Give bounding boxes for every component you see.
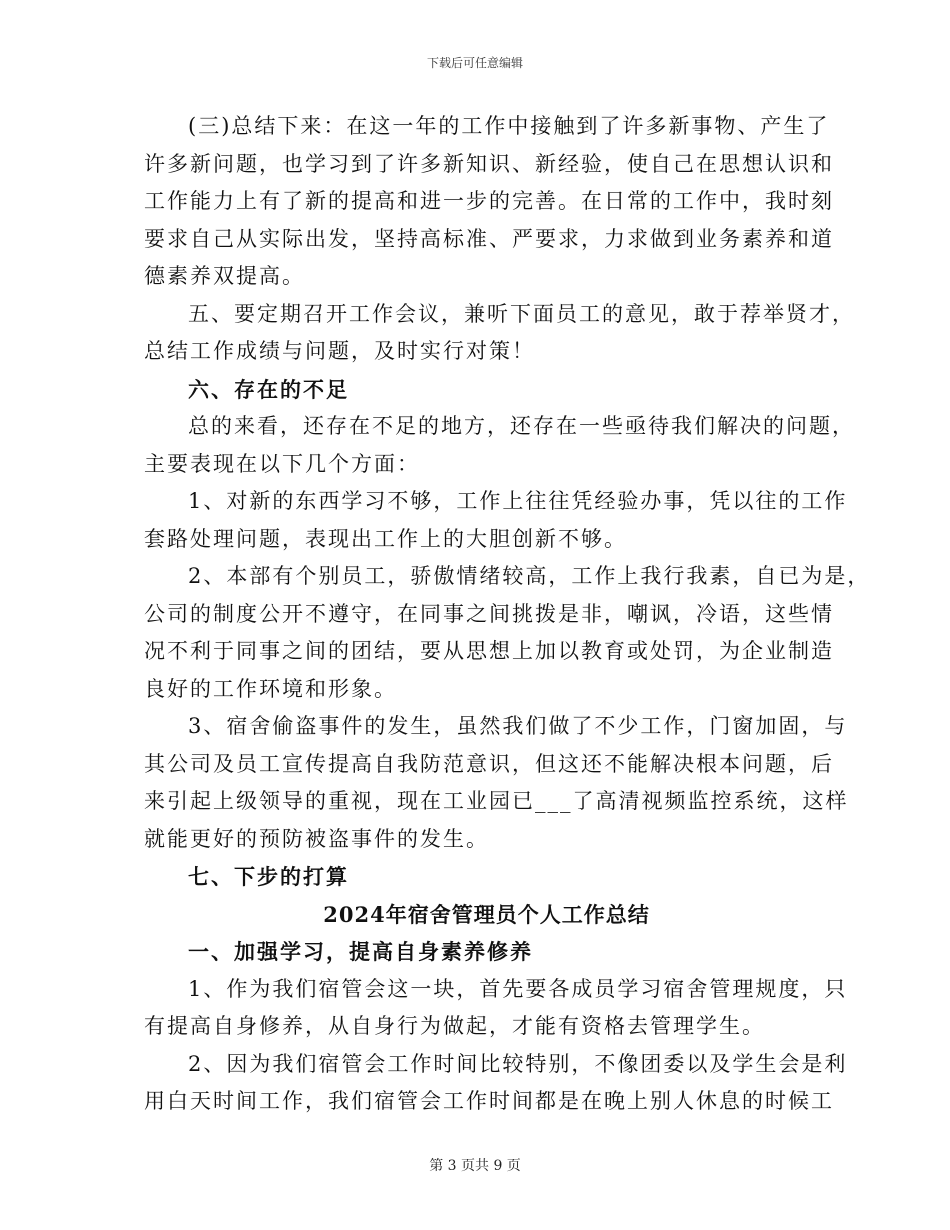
document-title: 2024年宿舍管理员个人工作总结 — [323, 901, 650, 927]
text-line: 主要表现在以下几个方面： — [144, 451, 420, 476]
paragraph-item-2 — [144, 558, 871, 708]
text-line: 就能更好的预防被盗事件的发生。 — [144, 826, 489, 851]
text-line: 德素养双提高。 — [144, 264, 305, 288]
page-footer: 第 3 页共 9 页 — [429, 1158, 521, 1174]
paragraph-learning-2 — [144, 1046, 848, 1121]
text-line: 公司的制度公开不遵守，在同事之间挑拨是非，嘲讽，冷语，这些情 — [144, 601, 834, 626]
section-heading-next-steps: 七、下步的打算 — [188, 864, 349, 889]
document-body — [144, 108, 871, 1121]
page-header: 下载后可任意编辑 — [426, 56, 523, 70]
text-line: 来引起上级领导的重视，现在工业园已___了高清视频监控系统，这样 — [144, 789, 849, 813]
text-line: 3、宿舍偷盗事件的发生，虽然我们做了不少工作，门窗加固，与 — [188, 714, 848, 738]
paragraph-item-3 — [144, 708, 849, 858]
text-line: 用白天时间工作，我们宿管会工作时间都是在晚上别人休息的时候工 — [144, 1089, 834, 1113]
paragraph-learning-1 — [144, 971, 848, 1046]
text-line: 五、要定期召开工作会议，兼听下面员工的意见，敢于荐举贤才， — [188, 301, 855, 326]
text-line: 1、对新的东西学习不够，工作上往往凭经验办事，凭以往的工作 — [188, 489, 848, 513]
section-heading-learning: 一、加强学习，提高自身素养修养 — [188, 939, 533, 964]
text-line: 1、作为我们宿管会这一块，首先要各成员学习宿舍管理规度，只 — [188, 976, 848, 1001]
text-line: 总的来看，还存在不足的地方，还存在一些亟待我们解决的问题， — [188, 414, 855, 438]
text-line: 良好的工作环境和形象。 — [144, 676, 397, 701]
text-line: 总结工作成绩与问题，及时实行对策！ — [144, 339, 535, 363]
text-line: 2、因为我们宿管会工作时间比较特别，不像团委以及学生会是利 — [188, 1051, 848, 1076]
text-line: 工作能力上有了新的提高和进一步的完善。在日常的工作中，我时刻 — [144, 189, 834, 213]
text-line: 其公司及员工宣传提高自我防范意识，但这还不能解决根本问题，后 — [144, 751, 834, 776]
paragraph-meetings — [144, 296, 855, 371]
text-line: 要求自己从实际出发，坚持高标准、严要求，力求做到业务素养和道 — [144, 226, 834, 251]
text-line: 有提高自身修养，从自身行为做起，才能有资格去管理学生。 — [144, 1014, 765, 1038]
text-line: 许多新问题，也学习到了许多新知识、新经验，使自己在思想认识和 — [144, 151, 834, 176]
paragraph-overview — [144, 408, 855, 483]
text-line: 套路处理问题，表现出工作上的大胆创新不够。 — [144, 526, 627, 551]
text-line: 2、本部有个别员工，骄傲情绪较高，工作上我行我素，自已为是， — [188, 564, 871, 588]
text-line: 况不利于同事之间的团结，要从思想上加以教育或处罚，为企业制造 — [144, 639, 834, 663]
section-heading-shortcomings: 六、存在的不足 — [188, 376, 349, 402]
text-line: (三)总结下来：在这一年的工作中接触到了许多新事物、产生了 — [188, 114, 830, 138]
paragraph-item-1 — [144, 483, 848, 558]
paragraph-summary — [144, 108, 834, 296]
